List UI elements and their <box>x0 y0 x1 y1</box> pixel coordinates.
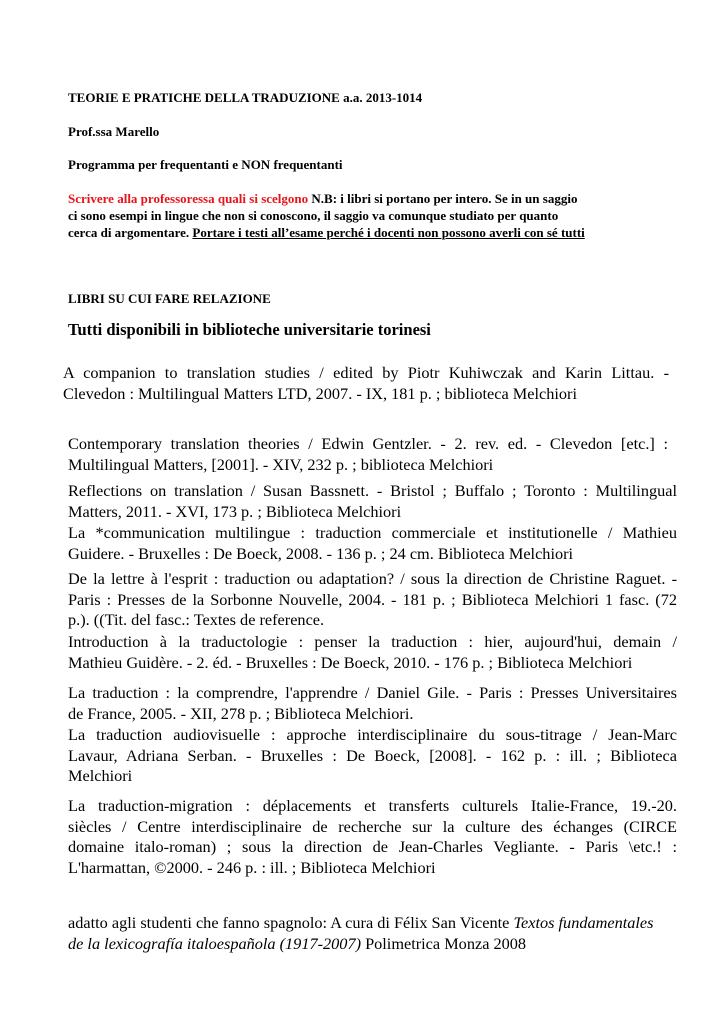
final-entry-prefix: adatto agli studenti che fanno spagnolo: A cura di Félix San Vicente <box>68 913 514 932</box>
reference-entry <box>68 434 668 475</box>
notice-line-3-plain: cerca di argomentare. <box>68 225 193 240</box>
reference-line: Lavaur, Adriana Serban. - Bruxelles : De Boeck, [2008]. - 162 p. : ill. ; Biblioteca <box>68 745 677 765</box>
reference-line: De la lettre à l'esprit : traduction ou adaptation? / sous la direction de Christine Raguet. - <box>68 569 677 588</box>
reference-line: siècles / Centre interdisciplinaire de recherche sur la culture des échanges (CIRCE <box>68 816 677 836</box>
course-title: TEORIE E PRATICHE DELLA TRADUZIONE a.a. 2013-1014 <box>68 90 423 105</box>
reference-line: Mathieu Guidère. - 2. éd. - Bruxelles : De Boeck, 2010. - 176 p. ; Biblioteca Melchiori <box>68 652 633 672</box>
final-entry-suffix: Polimetrica Monza 2008 <box>361 933 527 953</box>
reference-line: Paris : Presses de la Sorbonne Nouvelle, 2004. - 181 p. ; Biblioteca Melchiori 1 fasc. (72 <box>68 589 677 609</box>
notice-line-2: ci sono esempi in lingue che non si conoscono, il saggio va comunque studiato per quanto <box>68 208 559 223</box>
reference-line: La *communication multilingue : traduction commerciale et institutionelle / Mathieu <box>68 523 677 542</box>
notice-line-3 <box>68 224 585 241</box>
reference-line: La traduction-migration : déplacements et transferts culturels Italie-France, 19.-20. <box>68 796 677 815</box>
notice-red-text: Scrivere alla professoressa quali si scelgono <box>68 191 309 206</box>
section-heading: Tutti disponibili in biblioteche universitarie torinesi <box>68 320 431 339</box>
professor-name: Prof.ssa Marello <box>68 124 160 139</box>
reference-line: Melchiori <box>68 766 133 785</box>
reference-line: Contemporary translation theories / Edwin Gentzler. - 2. rev. ed. - Clevedon [etc.] : <box>68 434 668 453</box>
reference-line: Multilingual Matters, [2001]. - XIV, 232 p. ; biblioteca Melchiori <box>68 454 494 474</box>
reference-line: domaine italo-roman) ; sous la direction de Jean-Charles Vegliante. - Paris \etc.! : <box>68 837 677 856</box>
reference-line: de France, 2005. - XII, 278 p. ; Biblioteca Melchiori. <box>68 703 414 723</box>
reference-entry <box>68 632 677 673</box>
reference-line: p.). ((Tit. del fasc.: Textes de reference. <box>68 610 325 629</box>
reference-entry <box>68 569 677 631</box>
reference-entry <box>68 796 677 878</box>
notice-line-1 <box>68 190 577 207</box>
reference-entry <box>68 481 677 522</box>
reference-line: La traduction : la comprendre, l'apprendre / Daniel Gile. - Paris : Presses Universitaires <box>68 683 677 702</box>
notice-nb-text: N.B: i libri si portano per intero. Se in un saggio <box>308 191 578 206</box>
reference-entry <box>63 363 669 404</box>
reference-entry <box>68 683 677 724</box>
final-entry <box>68 913 668 954</box>
reference-line: Guidere. - Bruxelles : De Boeck, 2008. - 136 p. ; 24 cm. Biblioteca Melchiori <box>68 543 574 563</box>
reference-line: La traduction audiovisuelle : approche interdisciplinaire du sous-titrage / Jean-Marc <box>68 725 677 744</box>
section-label: LIBRI SU CUI FARE RELAZIONE <box>68 291 271 306</box>
reference-line: Clevedon : Multilingual Matters LTD, 2007. - IX, 181 p. ; biblioteca Melchiori <box>63 383 577 403</box>
reference-line: Matters, 2011. - XVI, 173 p. ; Biblioteca Melchiori <box>68 501 402 521</box>
reference-entry <box>68 523 677 564</box>
reference-entry <box>68 725 677 787</box>
reference-line: Reflections on translation / Susan Bassnett. - Bristol ; Buffalo ; Toronto : Multilingual <box>68 481 677 500</box>
reference-line: A companion to translation studies / edited by Piotr Kuhiwczak and Karin Littau. - <box>63 363 669 382</box>
notice-underlined-text: Portare i testi all’esame perché i docenti non possono averli con sé tutti <box>192 225 585 240</box>
final-entry-title: Textos fundamentales de la lexicografía italoespañola (1917-2007) <box>68 913 654 953</box>
programme-line: Programma per frequentanti e NON frequentanti <box>68 157 343 172</box>
reference-line: L'harmattan, ©2000. - 246 p. : ill. ; Biblioteca Melchiori <box>68 857 436 877</box>
reference-line: Introduction à la traductologie : penser la traduction : hier, aujourd'hui, demain / <box>68 632 677 651</box>
